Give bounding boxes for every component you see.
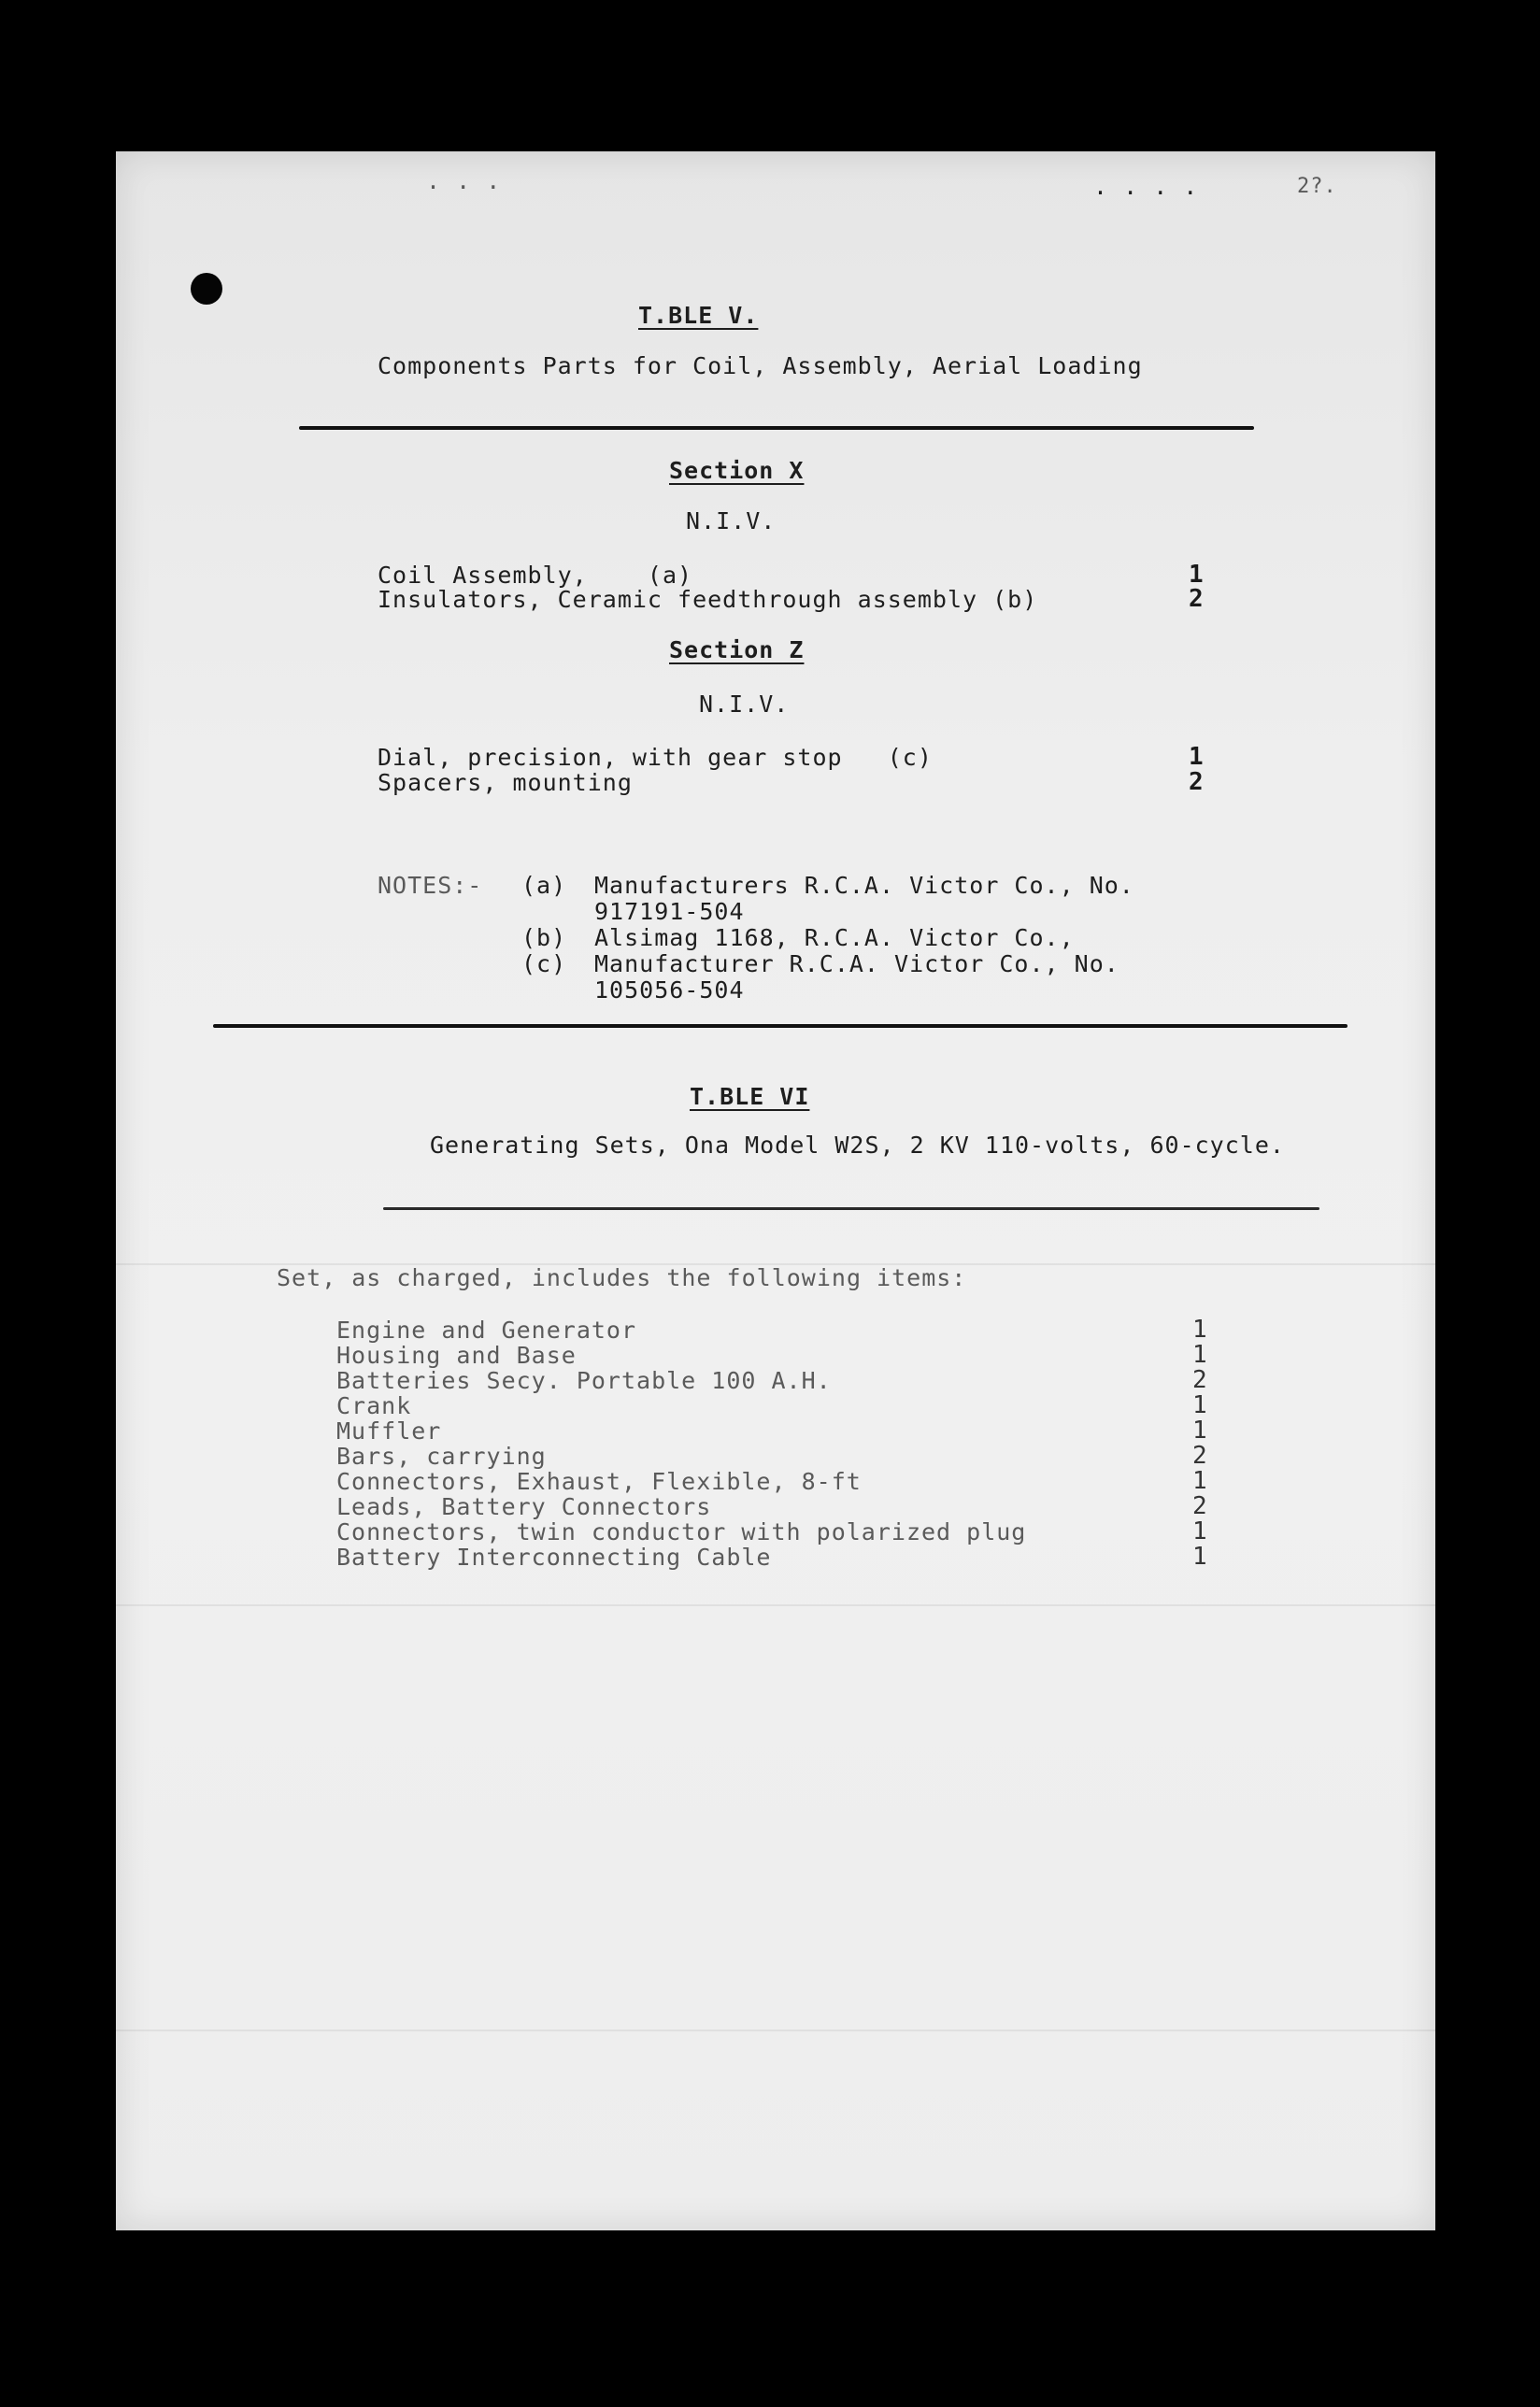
section-z-item-name: Dial, precision, with gear stop (c): [378, 744, 933, 771]
top-right-dots: . . . .: [1093, 173, 1199, 200]
section-x-sub: N.I.V.: [686, 507, 777, 534]
table-vi-item-name: Connectors, Exhaust, Flexible, 8-ft: [336, 1468, 862, 1495]
table-vi-item-qty: 1: [1192, 1543, 1207, 1571]
table-vi-item-qty: 2: [1192, 1492, 1207, 1520]
table-vi-item-name: Muffler: [336, 1417, 442, 1445]
corner-mark: 2?.: [1297, 175, 1337, 198]
section-z-heading: Section Z: [669, 636, 805, 663]
table-vi-title: T.BLE VI: [690, 1083, 810, 1110]
section-z-sub: N.I.V.: [699, 691, 790, 718]
table-vi-item-name: Crank: [336, 1392, 412, 1419]
table-v-subtitle: Components Parts for Coil, Assembly, Aerial Loading: [378, 352, 1143, 379]
table-vi-subtitle: Generating Sets, Ona Model W2S, 2 KV 110-volts, 60-cycle.: [430, 1132, 1285, 1159]
note-key: (c): [521, 950, 567, 977]
top-left-dots: . . .: [426, 167, 502, 194]
section-x-heading: Section X: [669, 457, 805, 484]
table-vi-item-qty: 1: [1192, 1467, 1207, 1495]
note-key: (b): [521, 924, 567, 951]
section-x-item-qty: 2: [1189, 585, 1204, 613]
table-vi-item-qty: 1: [1192, 1316, 1207, 1344]
table-vi-intro: Set, as charged, includes the following items:: [277, 1264, 967, 1291]
table-vi-item-qty: 1: [1192, 1341, 1207, 1369]
table-vi-rule: [383, 1207, 1319, 1210]
note-text: 105056-504: [594, 976, 745, 1004]
table-vi-item-name: Engine and Generator: [336, 1317, 637, 1344]
table-vi-item-qty: 2: [1192, 1442, 1207, 1470]
section-z-item-qty: 1: [1189, 743, 1204, 771]
note-text: Manufacturers R.C.A. Victor Co., No.: [594, 872, 1134, 899]
section-x-item-name: Coil Assembly, (a): [378, 562, 693, 589]
page-fold-line: [116, 1604, 1435, 1606]
table-v-title: T.BLE V.: [638, 302, 759, 329]
section-z-item-qty: 2: [1189, 768, 1204, 796]
table-v-bottom-rule: [213, 1024, 1348, 1028]
section-x-item-name: Insulators, Ceramic feedthrough assembly (b): [378, 586, 1038, 613]
table-vi-item-name: Connectors, twin conductor with polarized plug: [336, 1518, 1027, 1545]
table-vi-item-qty: 1: [1192, 1517, 1207, 1545]
note-text: 917191-504: [594, 898, 745, 925]
table-vi-item-qty: 1: [1192, 1417, 1207, 1445]
table-vi-item-name: Bars, carrying: [336, 1443, 547, 1470]
table-vi-item-qty: 2: [1192, 1366, 1207, 1394]
note-key: (a): [521, 872, 567, 899]
table-vi-item-name: Housing and Base: [336, 1342, 577, 1369]
table-vi-item-qty: 1: [1192, 1391, 1207, 1419]
section-z-item-name: Spacers, mounting: [378, 769, 633, 796]
note-text: Manufacturer R.C.A. Victor Co., No.: [594, 950, 1119, 977]
note-text: Alsimag 1168, R.C.A. Victor Co.,: [594, 924, 1075, 951]
table-vi-item-name: Battery Interconnecting Cable: [336, 1544, 772, 1571]
table-vi-item-name: Leads, Battery Connectors: [336, 1493, 712, 1520]
notes-label: NOTES:-: [378, 872, 483, 899]
page-fold-line: [116, 2030, 1435, 2031]
punch-hole: [191, 273, 222, 305]
table-vi-item-name: Batteries Secy. Portable 100 A.H.: [336, 1367, 832, 1394]
section-x-item-qty: 1: [1189, 561, 1204, 589]
table-v-top-rule: [299, 426, 1254, 430]
